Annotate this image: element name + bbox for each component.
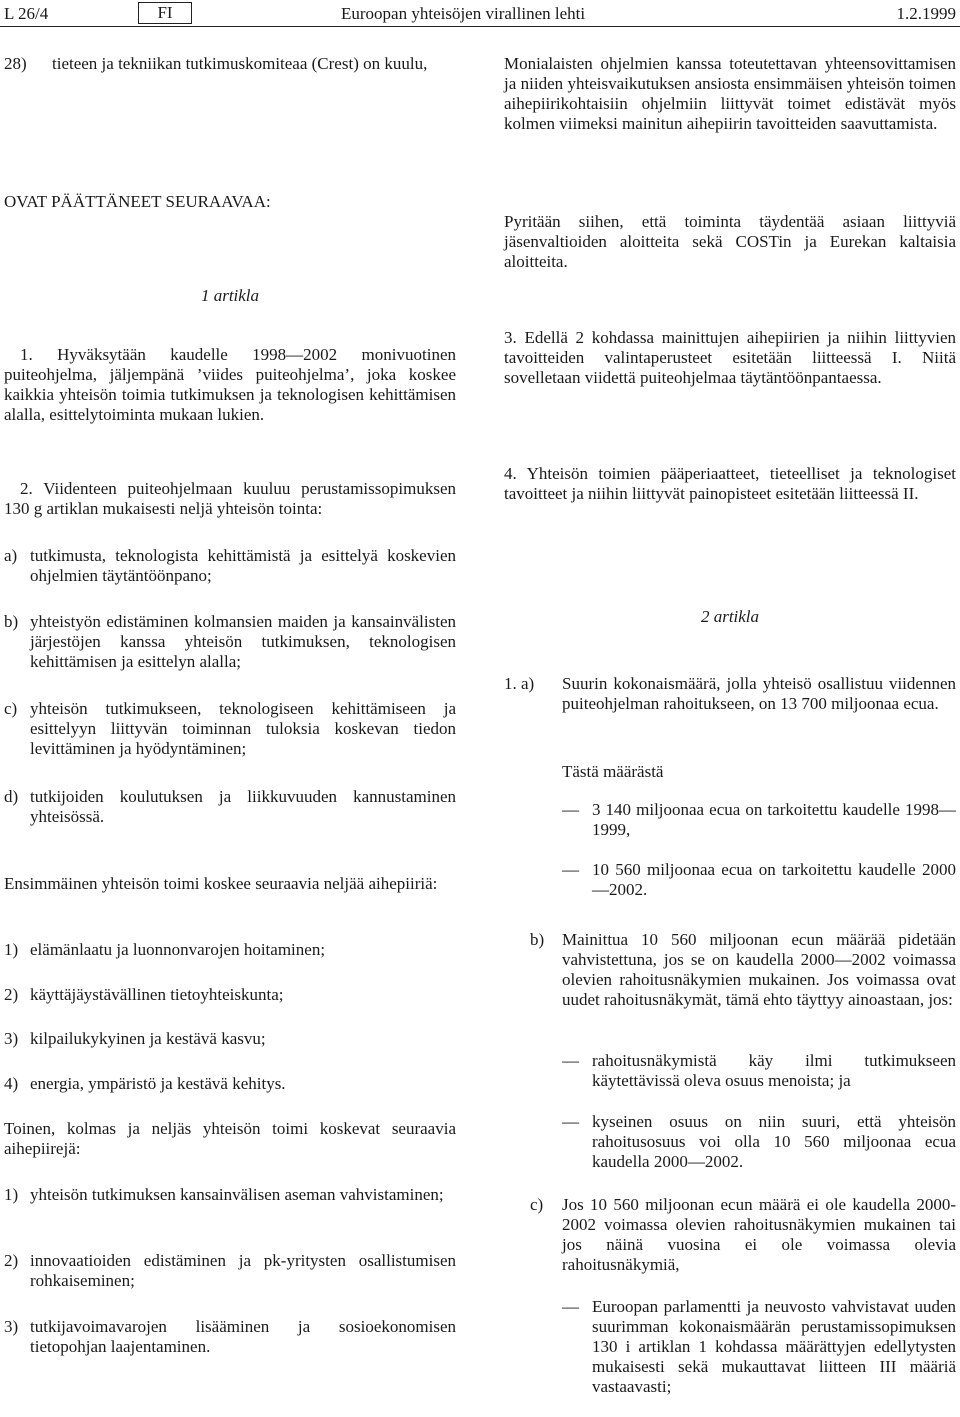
recital-text: tieteen ja tekniikan tutkimuskomiteaa (Crest) on kuulu, (52, 54, 428, 73)
list-item: b) yhteistyön edistäminen kolmansien maiden ja kansainvälisten järjestöjen kanssa yhteisön tutkimuksen, teknologisen kehittämisen ja esittelyn alalla; (4, 612, 456, 671)
point-text: Mainittua 10 560 miljoonan ecun määrää pidetään vahvistettuna, jos se on kaudella 2000—2002 voimassa olevien rahoitusnäkymien mukainen. Jos voimassa ovat uudet rahoitusnäkymät, tämä ehto täyttyy ainoastaan, jos: (562, 930, 956, 1009)
complement-paragraph: Pyritään siihen, että toiminta täydentää asiaan liittyviä jäsenvaltioiden aloitteita sekä COSTin ja Eurekan kaltaisia aloitteita. (504, 212, 956, 271)
article-2-point-1a (504, 674, 956, 714)
list-item: d) tutkijoiden koulutuksen ja liikkuvuuden kannustaminen yhteisössä. (4, 787, 456, 826)
article-2-point-1b (530, 930, 956, 1010)
list-item: c) yhteisön tutkimukseen, teknologiseen kehittämiseen ja esittelyyn liittyvän toiminnan tuloksia koskevan tiedon levittäminen ja hyödyntäminen; (4, 699, 456, 758)
point-label: b) (530, 930, 545, 949)
article-1-paragraph-4: 4. Yhteisön toimien pääperiaatteet, tieteelliset ja teknologiset tavoitteet ja niihin liittyvät painopisteet esitetään liitteessä II. (504, 464, 956, 503)
of-which-line: Tästä määrästä (562, 762, 664, 781)
other-actions-paragraph: Toinen, kolmas ja neljäs yhteisön toimi koskevat seuraavia aihepiirejä: (4, 1119, 456, 1158)
list-item: — Euroopan parlamentti ja neuvosto vahvistavat uuden suurimman kokonaismäärän perustamissopimuksen 130 i artiklan 1 kohdassa määrättyjen edellytysten mukaisesti sekä mukauttavat liitteen III määriä vastaavasti; (562, 1297, 956, 1396)
continuation-paragraph: Monialaisten ohjelmien kanssa toteutettavan yhteensovittamisen ja niiden yhteisvaikutuksen ansiosta ensimmäisen yhteisön toimen aihepiirikohtaisiin ohjelmiin liittyvät toimet edistävät myös kolmen viimeksi mainitun aihepiirin tavoitteiden saavuttamista. (504, 54, 956, 133)
recital-label: 28) (4, 54, 27, 73)
list-item: 1) yhteisön tutkimuksen kansainvälisen aseman vahvistaminen; (4, 1185, 444, 1204)
article-2-heading: 2 artikla (700, 607, 760, 626)
recital-28 (4, 54, 456, 74)
point-label: 1. a) (504, 674, 535, 693)
decision-heading: OVAT PÄÄTTÄNEET SEURAAVAA: (4, 192, 271, 211)
point-text: Jos 10 560 miljoonan ecun määrä ei ole kaudella 2000-2002 voimassa olevien rahoitusnäkymien mukainen tai jos näinä vuosina ei ole voimassa olevia rahoitusnäkymiä, (562, 1195, 956, 1274)
article-1-paragraph-3: 3. Edellä 2 kohdassa mainittujen aihepiirien ja niihin liittyvien tavoitteiden valintaperusteet esitetään liitteessä I. Niitä sovelletaan viidettä puiteohjelmaa täytäntöönpantaessa. (504, 328, 956, 387)
article-2-point-1c (530, 1195, 956, 1275)
list-item: 2) innovaatioiden edistäminen ja pk-yritysten osallistumisen rohkaiseminen; (4, 1251, 456, 1290)
journal-title: Euroopan yhteisöjen virallinen lehti (341, 4, 586, 23)
language-box: FI (138, 2, 192, 24)
page-header (0, 4, 960, 26)
list-item: — 3 140 miljoonaa ecua on tarkoitettu kaudelle 1998—1999, (562, 800, 956, 839)
point-label: c) (530, 1195, 544, 1214)
list-item: 3) tutkijavoimavarojen lisääminen ja sosioekonomisen tietopohjan laajentaminen. (4, 1317, 456, 1356)
list-item: 2) käyttäjäystävällinen tietoyhteiskunta; (4, 985, 284, 1004)
article-1-paragraph-1: 1. Hyväksytään kaudelle 1998—2002 monivuotinen puiteohjelma, jäljempänä ’viides puiteohjelma’, joka koskee kaikkia yhteisön toimia tutkimuksen ja teknologisen kehittämisen alalla, esittelytoiminta mukaan lukien. (4, 345, 456, 424)
list-item: 3) kilpailukykyinen ja kestävä kasvu; (4, 1029, 266, 1048)
first-action-paragraph: Ensimmäinen yhteisön toimi koskee seuraavia neljää aihepiiriä: (4, 874, 438, 893)
list-item: a) tutkimusta, teknologista kehittämistä ja esittelyä koskevien ohjelmien täytäntöönpano; (4, 546, 456, 585)
list-item: 1) elämänlaatu ja luonnonvarojen hoitaminen; (4, 940, 326, 959)
list-item: 4) energia, ympäristö ja kestävä kehitys. (4, 1074, 286, 1093)
list-item: — rahoitusnäkymistä käy ilmi tutkimukseen käytettävissä oleva osuus menoista; ja (562, 1051, 956, 1090)
article-1-paragraph-2: 2. Viidenteen puiteohjelmaan kuuluu perustamissopimuksen 130 g artiklan mukaisesti neljä yhteisön tointa: (4, 479, 456, 518)
point-text: Suurin kokonaismäärä, jolla yhteisö osallistuu viidennen puiteohjelman rahoitukseen, on 13 700 miljoonaa ecua. (562, 674, 956, 713)
list-item: — 10 560 miljoonaa ecua on tarkoitettu kaudelle 2000—2002. (562, 860, 956, 899)
header-rule (0, 26, 960, 27)
article-1-heading: 1 artikla (200, 286, 260, 305)
publication-date: 1.2.1999 (896, 4, 956, 23)
journal-series: L 26/4 (4, 4, 49, 23)
list-item: — kyseinen osuus on niin suuri, että yhteisön rahoitusosuus voi olla 10 560 miljoonaa ecua kaudella 2000—2002. (562, 1112, 956, 1171)
